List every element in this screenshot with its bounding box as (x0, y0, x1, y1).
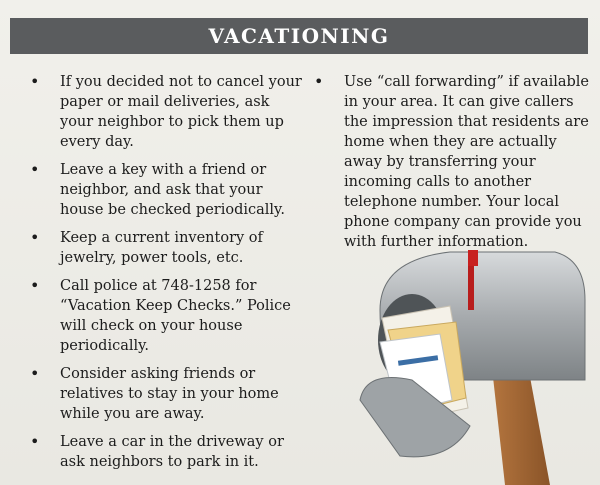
list-item-text: Leave a key with a friend or neighbor, and ask that your house be checked periodically. (60, 162, 285, 218)
section-title: VACATIONING (208, 24, 390, 48)
list-item-text: Use “call forwarding” if available in your area. It can give callers the impression that residents are home when they are actually away by transferring your incoming calls to another telephone number. Your local phone company can provide you with further information. (344, 74, 590, 250)
bullet-icon: • (30, 228, 40, 247)
list-item (26, 364, 302, 424)
section-banner (10, 18, 588, 54)
list-item (310, 72, 596, 252)
list-item-text: Leave a car in the driveway or ask neighbors to park in it. (60, 434, 284, 470)
list-item-text: Call police at 748-1258 for “Vacation Keep Checks.” Police will check on your house periodically. (60, 278, 291, 354)
mailbox-icon (340, 230, 600, 485)
list-item-text: Consider asking friends or relatives to stay in your home while you are away. (60, 366, 279, 422)
list-item-text: Keep a current inventory of jewelry, power tools, etc. (60, 230, 263, 266)
flag (468, 250, 478, 266)
bullet-icon: • (30, 276, 40, 295)
bullet-icon: • (30, 432, 40, 451)
bullet-icon: • (30, 72, 40, 91)
list-item-text: If you decided not to cancel your paper or mail deliveries, ask your neighbor to pick them up every day. (60, 74, 302, 150)
tips-list-left (26, 72, 302, 480)
list-item (26, 72, 302, 152)
bullet-icon: • (314, 72, 324, 91)
bullet-icon: • (30, 160, 40, 179)
list-item (26, 228, 302, 268)
bullet-icon: • (30, 364, 40, 383)
list-item (26, 276, 302, 356)
list-item (26, 432, 302, 472)
list-item (26, 160, 302, 220)
